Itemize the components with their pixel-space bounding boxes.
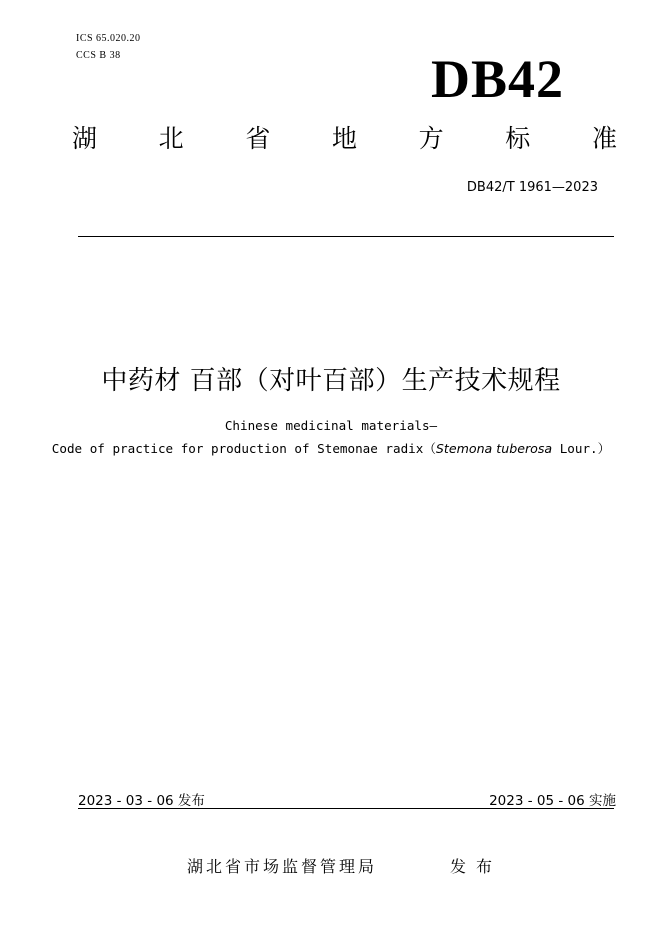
standard-type-char: 湖 [72, 124, 98, 153]
footer-divider [78, 808, 614, 809]
standard-type-char: 北 [158, 124, 184, 153]
ccs-code: CCS B 38 [76, 50, 121, 61]
publisher-name: 湖北省市场监督管理局 [187, 857, 378, 876]
issue-date: 2023 - 03 - 06 发布 [78, 793, 205, 809]
title-english-prefix: Code of practice for production of Stemonae radix（ [51, 441, 436, 456]
title-english-suffix: Lour.） [552, 441, 611, 456]
publish-label: 发布 [450, 857, 503, 876]
standard-type-char: 省 [245, 124, 271, 153]
standard-type-char: 方 [418, 124, 444, 153]
title-english-line2 [0, 438, 662, 457]
species-name: Stemona tuberosa [435, 441, 553, 456]
standard-type-char: 地 [331, 124, 357, 153]
implementation-date: 2023 - 05 - 06 实施 [489, 793, 616, 809]
standard-type-char: 标 [505, 124, 531, 153]
standard-number: DB42/T 1961—2023 [466, 180, 598, 195]
ics-code: ICS 65.020.20 [76, 33, 141, 44]
title-chinese: 中药材 百部（对叶百部）生产技术规程 [101, 366, 561, 396]
standard-type-heading [72, 126, 617, 151]
title-english-line1: Chinese medicinal materials— [224, 418, 438, 433]
standard-type-char: 准 [591, 124, 617, 153]
db-code-logo: DB42 [430, 49, 564, 109]
header-divider [78, 236, 614, 237]
